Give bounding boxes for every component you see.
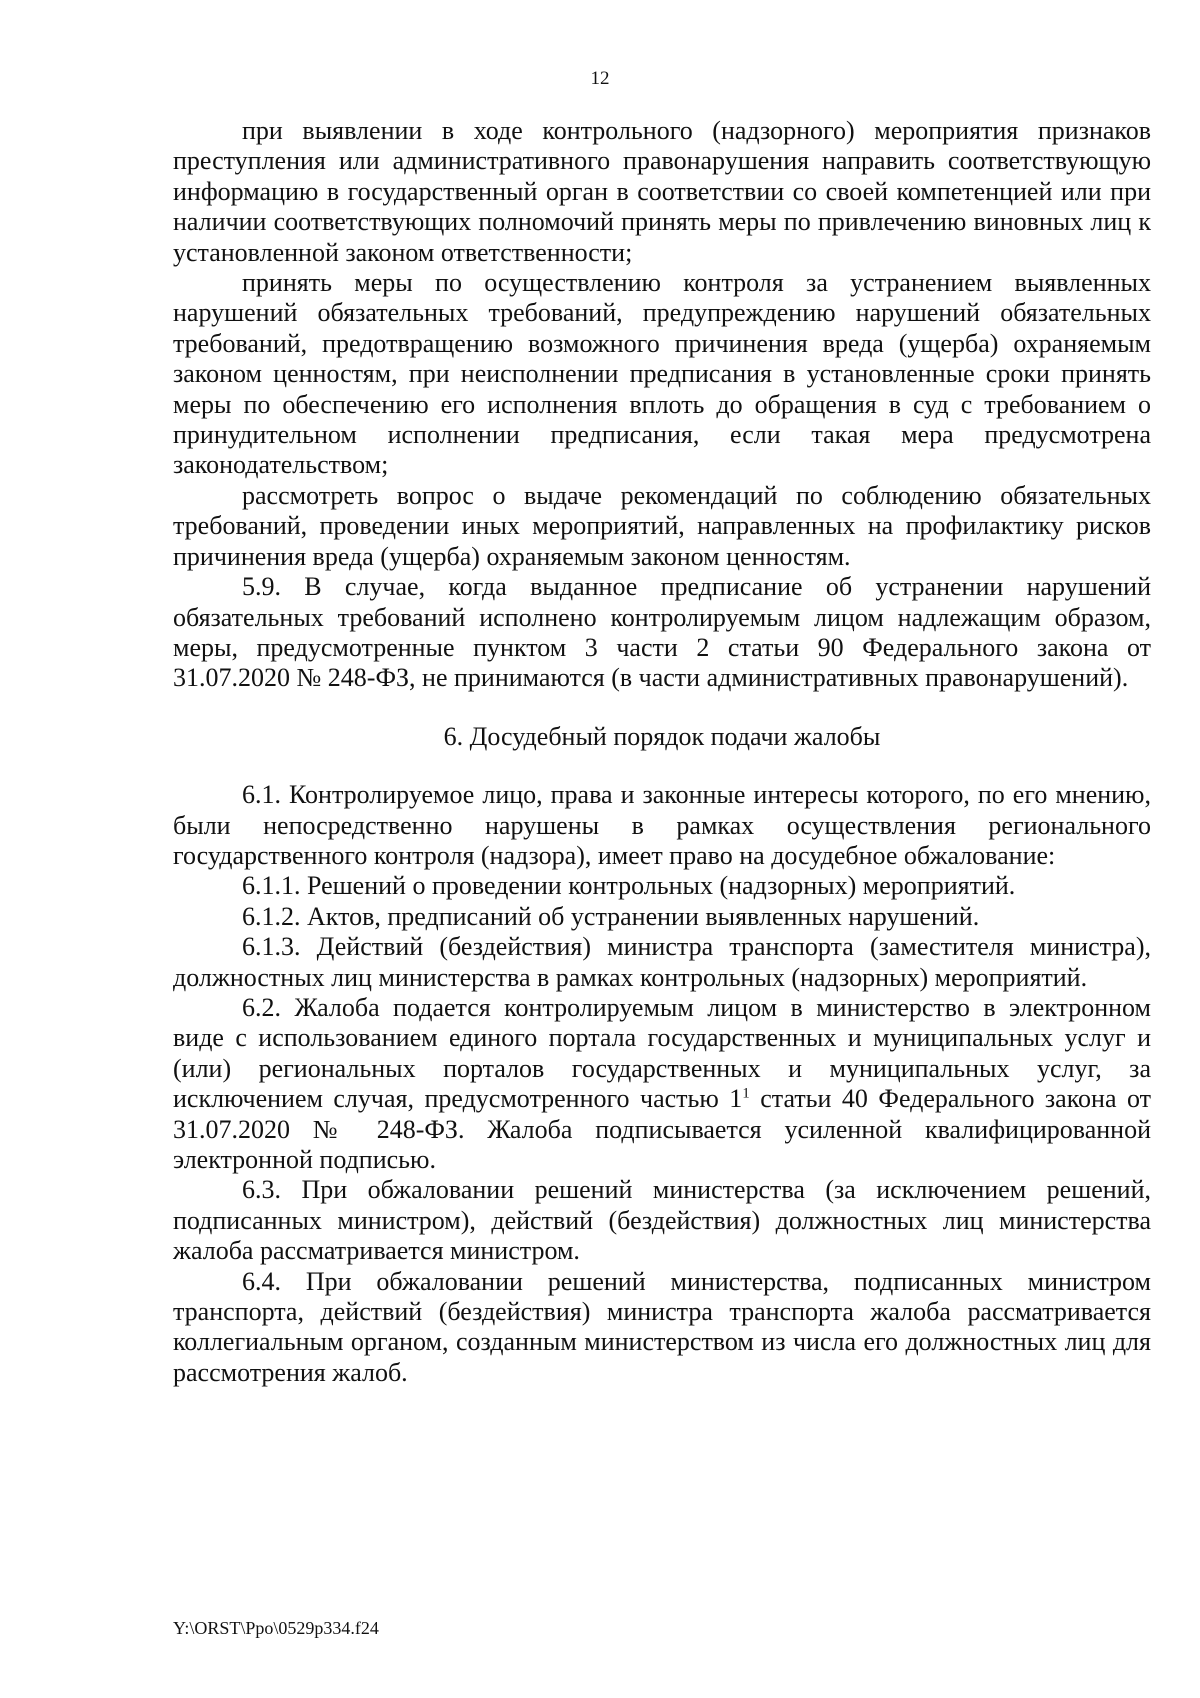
page-number: 12 <box>590 68 610 89</box>
paragraph-6-2-part1: 6.2. Жалоба подается контролируемым лицом в министерство в электронном виде с использованием единого портала государственных и муниципальных услуг и (или) региональных порталов государственных и муниципальных услуг, за исключением случая, предусмотренного частью 1 <box>173 992 1151 1114</box>
paragraph-6-3: 6.3. При обжаловании решений министерства (за исключением решений, подписанных министром), действий (бездействия) должностных лиц министерства жалоба рассматривается министром. <box>173 1175 1151 1266</box>
footer-file-path: Y:\ORST\Ppo\0529p334.f24 <box>173 1618 379 1638</box>
paragraph-6-1-3: 6.1.3. Действий (бездействия) министра транспорта (заместителя министра), должностных лиц министерства в рамках контрольных (надзорных) мероприятий. <box>173 932 1151 992</box>
paragraph-6-1: 6.1. Контролируемое лицо, права и законные интересы которого, по его мнению, были непосредственно нарушены в рамках осуществления регионального государственного контроля (надзора), имеет право на досудебное обжалование: <box>173 780 1151 870</box>
paragraph-6-1-1: 6.1.1. Решений о проведении контрольных (надзорных) мероприятий. <box>242 871 1016 901</box>
section-heading: 6. Досудебный порядок подачи жалобы <box>443 721 881 751</box>
document-body <box>173 116 1151 1388</box>
paragraph-6-4: 6.4. При обжаловании решений министерства, подписанных министром транспорта, действий (бездействия) министра транспорта жалоба рассматривается коллегиальным органом, созданным министерством из числа его должностных лиц для рассмотрения жалоб. <box>173 1266 1151 1387</box>
paragraph-control-measures: принять меры по осуществлению контроля за устранением выявленных нарушений обязательных требований, предупреждению нарушений обязательных требований, предотвращению возможного причинения вреда (ущерба) охраняемым законом ценностям, при неисполнении предписания в установленные сроки принять меры по обеспечению его исполнения вплоть до обращения в суд с требованием о принудительном исполнении предписания, если такая мера предусмотрена законодательством; <box>173 268 1151 480</box>
paragraph-crime-report: при выявлении в ходе контрольного (надзорного) мероприятия признаков преступления или административного правонарушения направить соответствующую информацию в государственный орган в соответствии со своей компетенцией или при наличии соответствующих полномочий принять меры по привлечению виновных лиц к установленной законом ответственности; <box>173 116 1151 267</box>
paragraph-6-1-2: 6.1.2. Актов, предписаний об устранении выявленных нарушений. <box>242 901 980 931</box>
paragraph-5-9: 5.9. В случае, когда выданное предписание об устранении нарушений обязательных требований исполнено контролируемым лицом надлежащим образом, меры, предусмотренные пунктом 3 части 2 статьи 90 Федерального закона от 31.07.2020 № 248-ФЗ, не принимаются (в части административных правонарушений). <box>173 572 1151 693</box>
superscript-mark: 1 <box>742 1085 750 1102</box>
paragraph-recommendations: рассмотреть вопрос о выдаче рекомендаций по соблюдению обязательных требований, проведении иных мероприятий, направленных на профилактику рисков причинения вреда (ущерба) охраняемым законом ценностям. <box>173 480 1151 571</box>
paragraph-6-2-part2: статьи 40 Федерального закона от 31.07.2020 № 248-ФЗ. Жалоба подписывается усиленной квалифицированной электронной подписью. <box>173 1084 1151 1174</box>
paragraph-6-2 <box>173 993 1151 1175</box>
